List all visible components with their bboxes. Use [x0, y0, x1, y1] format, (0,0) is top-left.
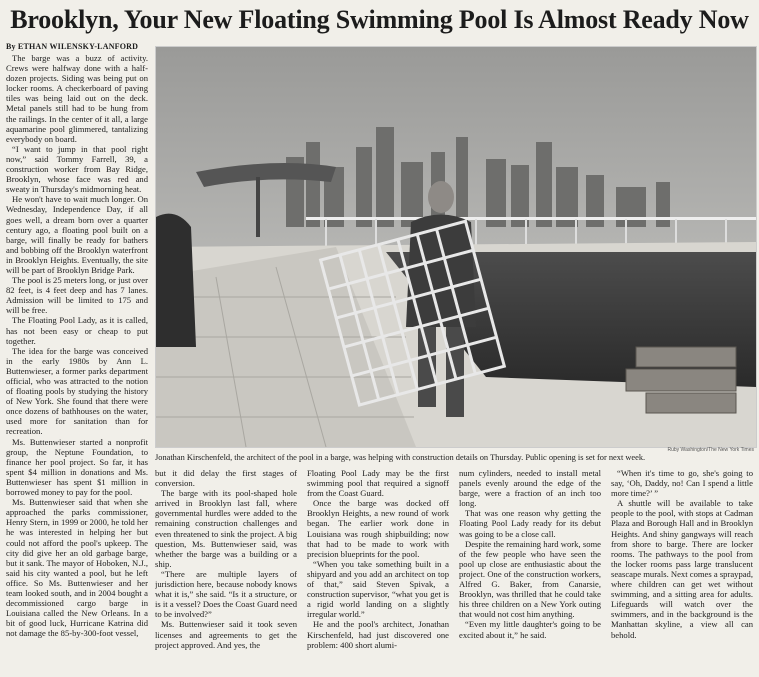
article-column-3: [307, 468, 449, 674]
paragraph: He and the pool's architect, Jonathan Kirschenfeld, had just discovered one problem: 400 short alumi-: [307, 619, 449, 650]
paragraph: Despite the remaining hard work, some of the few people who have seen the pool up close are enthusiastic about the project. One of the construction workers, Alfred G. Baker, from Canarsie, Brooklyn, was thrilled that he could take his three children on a New York outing that would not cost him anything.: [459, 538, 601, 620]
headline: Brooklyn, Your New Floating Swimming Pool Is Almost Ready Now: [10, 5, 749, 34]
paragraph: The Floating Pool Lady, as it is called, has not been easy or cheap to put together.: [6, 315, 148, 346]
paragraph: The barge with its pool-shaped hole arrived in Brooklyn last fall, where governmental hurdles were added to the remaining construction challenges and even threatened to sink the project. A big question, Ms. Buttenwieser said, was whether the barge was a building or a ship.: [155, 488, 297, 569]
article-column-5: [611, 468, 753, 674]
article-column-2: [155, 468, 297, 674]
paragraph: Ms. Buttenwieser started a nonprofit group, the Neptune Foundation, to finance her pool project. So far, it has spent $4 million in donations and Ms. Buttenwieser has spent $1 million in borrowed money to pay for the pool.: [6, 436, 148, 498]
paragraph: Once the barge was docked off Brooklyn Heights, a new round of work began. The earlier work done in Louisiana was rough shipbuilding; now that had to be made to work with precision blueprints for the pool.: [307, 498, 449, 559]
paragraph: Ms. Buttenwieser said that when she approached the parks commissioner, Henry Stern, in 1999 or 2000, he told her he was interested in helping her but could not afford the pool's upkeep. The city did give her an old garbage barge, but it sank. The mayor of Hoboken, N.J., said his city wanted a pool, but he left office. So Ms. Buttenwieser and her team looked south, and in 2004 bought a decommissioned cargo barge in Louisiana called the New Orleans. In a bit of good luck, Hurricane Katrina did not damage the 85-by-300-foot vessel,: [6, 497, 148, 639]
photo-caption: Jonathan Kirschenfeld, the architect of the pool in a barge, was helping with construction details on Thursday. Public opening is set for next week.: [155, 453, 646, 462]
paragraph: “Even my little daughter's going to be excited about it,” he said.: [459, 619, 601, 640]
paragraph: The barge was a buzz of activity. Crews were halfway done with a half-dozen projects. Siding was being put on locker rooms. A checkerboard of paving tiles was being laid out on the deck. Metal panels still had to be hung from the railings. In the center of it all, a large aquamarine pool glimmered, tantalizing everybody on board.: [6, 53, 148, 144]
paragraph: That was one reason why getting the Floating Pool Lady ready for its debut was going to be a close call.: [459, 508, 601, 539]
article-column-4: [459, 468, 601, 674]
paragraph: The pool is 25 meters long, or just over 82 feet, is 4 feet deep and has 7 lanes. Admission will be limited to 175 and will be free.: [6, 275, 148, 316]
paragraph: Ms. Buttenwieser said it took seven licenses and agreements to get the project approved. And yes, the: [155, 619, 297, 650]
paragraph: “I want to jump in that pool right now,” said Tommy Farrell, 39, a construction worker from Bay Ridge, Brooklyn, whose face was red and sweaty in Thursday's midmorning heat.: [6, 143, 148, 195]
paragraph: num cylinders, needed to install metal panels evenly around the edge of the barge, were a fraction of an inch too long.: [459, 468, 601, 509]
article-column-1: [6, 53, 148, 673]
paragraph: He won't have to wait much longer. On Wednesday, Independence Day, if all goes well, a dream born over a quarter century ago, a floating pool built on a barge, will finally be ready for bathers and bobbing off the Brooklyn waterfront in Brooklyn Heights. Eventually, the site will be part of Brooklyn Bridge Park.: [6, 194, 148, 275]
byline: By ETHAN WILENSKY-LANFORD: [6, 42, 139, 51]
paragraph: “When it's time to go, she's going to say, ‘Oh, Daddy, no! Can I spend a little more time?’ ”: [611, 468, 753, 499]
paragraph: The idea for the barge was conceived in the early 1980s by Ann L. Buttenwieser, a former parks department official, who was attracted to the notion of floating pools by studying the history of New York. She found that there were once dozens of bathhouses on the water, used more for sanitation than for recreation.: [6, 345, 148, 437]
paragraph: “When you take something built in a shipyard and you add an architect on top of that,” said Steven Spivak, a construction supervisor, “what you get is a rigid world landing on a slightly irregular world.”: [307, 558, 449, 620]
photo-credit: Ruby Washington/The New York Times: [667, 447, 754, 453]
paragraph: Floating Pool Lady may be the first swimming pool that required a signoff from the Coast Guard.: [307, 468, 449, 499]
pool-barge-photo-illustration: [156, 47, 756, 447]
paragraph: but it did delay the first stages of conversion.: [155, 468, 297, 489]
paragraph: “There are multiple layers of jurisdiction here, because nobody knows what it is,” she said. “Is it a structure, or is it a vessel? Does the Coast Guard need to be involved?”: [155, 568, 297, 620]
paragraph: A shuttle will be available to take people to the pool, with stops at Cadman Plaza and Borough Hall and in Brooklyn Heights. And shiny gangways will reach from shore to barge. There are locker rooms. The pathways to the pool from the locker rooms pass large translucent seascape murals. Next comes a spraypad, where children can get wet without swimming, and a sitting area for adults. Lifeguards will watch over the swimmers, and in the background is the Manhattan skyline, a view all can behold.: [611, 498, 753, 640]
news-photo: [155, 46, 757, 448]
